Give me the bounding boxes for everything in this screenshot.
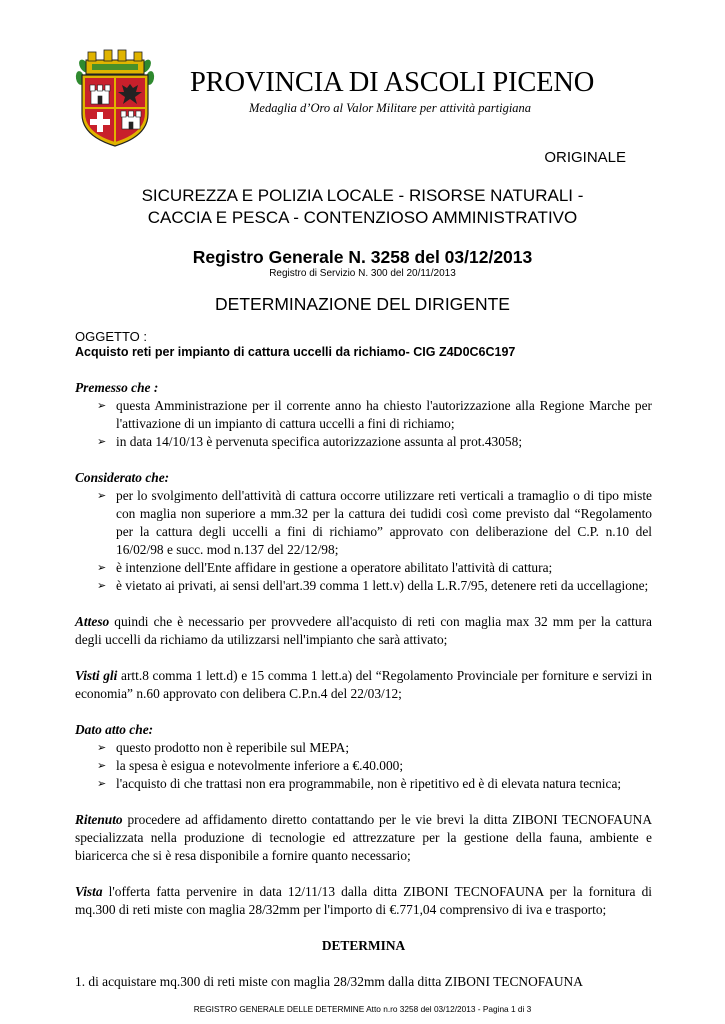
- document-status: ORIGINALE: [544, 149, 626, 166]
- atteso-paragraph: Atteso quindi che è necessario per provvedere all'acquisto di reti con maglia max 32 mm per la cattura degli uccelli da richiamo da utilizzarsi nell'impianto che sarà attivato;: [75, 614, 652, 647]
- determina-item-1: 1. di acquistare mq.300 di reti miste con maglia 28/32mm dalla ditta ZIBONI TECNOFAUNA: [75, 974, 583, 989]
- page-footer: REGISTRO GENERALE DELLE DETERMINE Atto n.ro 3258 del 03/12/2013 - Pagina 1 di 3: [193, 1004, 532, 1014]
- list-item: ➢ l'acquisto di che trattasi non era programmabile, non è ripetitivo ed è di elevata natura tecnica;: [97, 776, 622, 791]
- general-registry: Registro Generale N. 3258 del 03/12/2013: [192, 247, 533, 267]
- office-line-1: SICUREZZA E POLIZIA LOCALE - RISORSE NATURALI -: [141, 186, 584, 205]
- considerato-list: [75, 487, 652, 595]
- list-item: ➢ è vietato ai privati, ai sensi dell'art.39 comma 1 lett.v) della L.R.7/95, detenere reti da uccellagione;: [97, 578, 649, 593]
- arrow-bullet-icon: ➢: [97, 489, 107, 502]
- ritenuto-paragraph: Ritenuto procedere ad affidamento diretto contattando per le vie brevi la ditta ZIBONI TECNOFAUNA specializzata nella produzione di tecnologie ed attrezzature per la gestione della fauna, ambiente e biaricerca che si è resa disponibile a fornire quanto necessario;: [75, 812, 652, 863]
- premesso-list: [75, 397, 652, 451]
- subject-text: Acquisto reti per impianto di cattura uccelli da richiamo- CIG Z4D0C6C197: [75, 345, 516, 359]
- list-item: ➢ questa Amministrazione per il corrente anno ha chiesto l'autorizzazione alla Regione Marche per l'attivazione di un impianto di cattura uccelli a fini di richiamo;: [97, 398, 652, 431]
- service-registry: Registro di Servizio N. 300 del 20/11/2013: [269, 268, 456, 279]
- arrow-bullet-icon: ➢: [97, 741, 107, 754]
- document-type: DETERMINAZIONE DEL DIRIGENTE: [215, 294, 510, 314]
- province-crest-logo: [74, 48, 156, 148]
- visti-paragraph: Visti gli artt.8 comma 1 lett.d) e 15 comma 1 lett.a) del “Regolamento Provinciale per forniture e servizi in economia” n.60 approvato con delibera C.P.n.4 del 22/03/12;: [75, 668, 652, 701]
- subject-label: OGGETTO :: [75, 329, 147, 344]
- motto: Medaglia d’Oro al Valor Militare per attività partigiana: [249, 101, 532, 115]
- list-item: ➢ è intenzione dell'Ente affidare in gestione a operatore abilitato l'attività di cattura;: [97, 560, 553, 575]
- considerato-heading: Considerato che:: [75, 470, 170, 485]
- dato-atto-list: [75, 739, 652, 793]
- list-item: ➢ in data 14/10/13 è pervenuta specifica autorizzazione assunta al prot.43058;: [97, 434, 523, 449]
- castle-icon: [90, 85, 110, 104]
- office-name: [80, 185, 645, 229]
- list-item: ➢ la spesa è esigua e notevolmente inferiore a €.40.000;: [97, 758, 404, 773]
- crown: [86, 50, 144, 74]
- page-title: PROVINCIA DI ASCOLI PICENO: [190, 67, 595, 98]
- arrow-bullet-icon: ➢: [97, 759, 107, 772]
- arrow-bullet-icon: ➢: [97, 561, 107, 574]
- list-item: ➢ questo prodotto non è reperibile sul MEPA;: [97, 740, 350, 755]
- document-body: [75, 379, 652, 991]
- arrow-bullet-icon: ➢: [97, 777, 107, 790]
- arrow-bullet-icon: ➢: [97, 579, 107, 592]
- list-item: ➢ per lo svolgimento dell'attività di cattura occorre utilizzare reti verticali a tramaglio o di tipo miste con maglia non superiore a mm.32 per la cattura dei tudidi così come previsto dal “Regolamento per la cattura degli uccelli a fini di richiamo” approvato con deliberazione del C.P. n.10 del 16/02/98 e succ. mod n.137 del 22/12/98;: [97, 488, 652, 557]
- castle-icon-2: [121, 111, 141, 129]
- dato-atto-heading: Dato atto che:: [75, 722, 154, 737]
- arrow-bullet-icon: ➢: [97, 435, 107, 448]
- office-line-2: CACCIA E PESCA - CONTENZIOSO AMMINISTRATIVO: [147, 208, 578, 227]
- arrow-bullet-icon: ➢: [97, 399, 107, 412]
- premesso-heading: Premesso che :: [75, 380, 159, 395]
- determina-heading: DETERMINA: [321, 938, 406, 953]
- vista-paragraph: Vista l'offerta fatta pervenire in data 12/11/13 dalla ditta ZIBONI TECNOFAUNA per la fornitura di mq.300 di reti miste con maglia 28/32mm per l'importo di €.771,04 comprensivo di iva e trasporto;: [75, 884, 652, 917]
